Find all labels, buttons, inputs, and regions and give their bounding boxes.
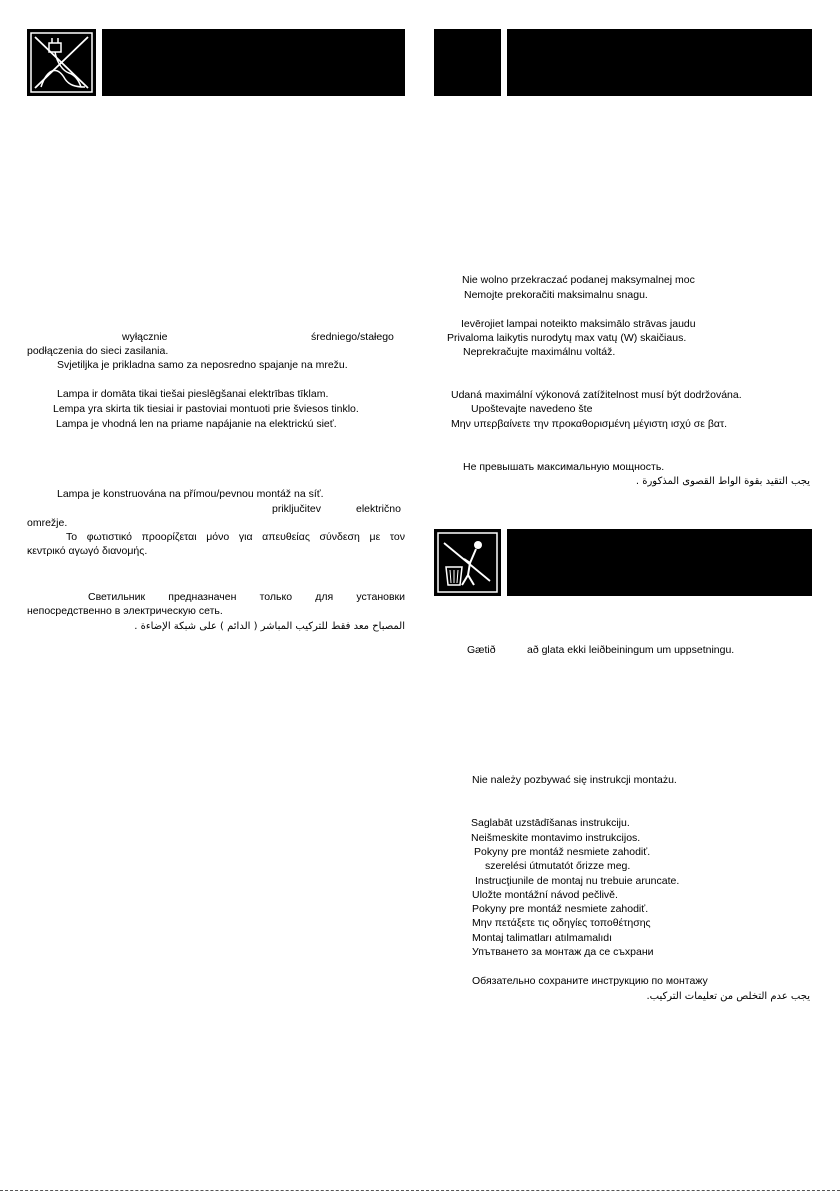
instr-is-text-word-2: að glata ekki leiðbeiningum um uppsetningu. bbox=[527, 644, 735, 656]
power-hr-text: Nemojte prekoračiti maksimalnu snagu. bbox=[464, 289, 648, 301]
sl-text-line-2: omrežje. bbox=[27, 517, 68, 529]
lv-text: Lampa ir domāta tikai tiešai pieslēgšanai elektrības tīklam. bbox=[57, 388, 329, 400]
instr-hu-text: szerelési útmutatót őrizze meg. bbox=[485, 860, 631, 872]
instr-is-text-word-1: Gætið bbox=[467, 644, 496, 656]
right-header-small-box bbox=[434, 29, 501, 96]
pl-text-line-2: podłączenia do sieci zasilania. bbox=[27, 345, 169, 357]
sl-text-word-1: priključitev bbox=[272, 503, 322, 515]
right-lower-header-bar bbox=[507, 529, 812, 596]
el-text-line-2: κεντρικό αγωγό διανομής. bbox=[27, 545, 148, 557]
instr-lt-text: Neišmeskite montavimo instrukcijos. bbox=[471, 832, 641, 844]
power-sk-text: Neprekračujte maximálnu voltáž. bbox=[463, 346, 616, 358]
instr-tr-text: Montaj talimatları atılmamalıdı bbox=[472, 932, 613, 944]
sl-text-word-2: električno bbox=[356, 503, 401, 515]
instr-ru-text: Обязательно сохраните инструкцию по монтажу bbox=[472, 975, 708, 987]
power-pl-text: Nie wolno przekraczać podanej maksymalnej moc bbox=[462, 274, 695, 286]
power-lv-text: Ievērojiet lampai noteikto maksimālo strāvas jaudu bbox=[461, 318, 696, 330]
el-text-line-1: Το φωτιστικό προορίζεται μόνο για απευθείας σύνδεση με τον bbox=[66, 531, 405, 543]
instr-el-text: Μην πετάξετε τις οδηγίες τοποθέτησης bbox=[472, 917, 651, 929]
crossed-out-disposal-icon bbox=[434, 529, 501, 596]
right-lower-icon-box bbox=[434, 529, 501, 596]
instr-ar-text: يجب عدم التخلص من تعليمات التركيب. bbox=[646, 991, 810, 1002]
hr-text: Svjetilјka je prikladna samo za neposredno spajanje na mrežu. bbox=[57, 359, 348, 371]
cs-text: Lampa je konstruována na přímou/pevnou montáž na síť. bbox=[57, 488, 324, 500]
instr-bg-text: Упътването за монтаж да се съхрани bbox=[472, 946, 654, 958]
power-lt-text: Privaloma laikytis nurodytų max vatų (W) skaičiaus. bbox=[447, 332, 687, 344]
lt-text: Lempa yra skirta tik tiesiai ir pastoviai montuoti prie šviesos tinklo. bbox=[53, 403, 359, 415]
ru-text-line-1: Светильник предназначен только для установки bbox=[88, 591, 405, 603]
ru-text-line-2: непосредственно в электрическую сеть. bbox=[27, 605, 223, 617]
left-header-icon-box bbox=[27, 29, 96, 96]
right-header-bar bbox=[507, 29, 812, 96]
power-sl-text: Upoštevajte navedeno šte bbox=[471, 403, 593, 415]
power-ar-text: يجب التقيد بقوة الواط القصوى المذكورة . bbox=[635, 476, 810, 487]
instr-ro-text: Instrucţiunile de montaj nu trebuie aruncate. bbox=[475, 875, 680, 887]
instr-lv-text: Saglabāt uzstādīšanas instrukciju. bbox=[471, 817, 630, 829]
pl-text-word-2: średniego/stałego bbox=[311, 331, 394, 343]
instr-pl-text: Nie należy pozbywać się instrukcji montażu. bbox=[472, 774, 677, 786]
ar-text: المصباح معد فقط للتركيب المباشر ( الدائم ) على شبكة الإضاءة . bbox=[134, 621, 405, 632]
left-header-bar bbox=[102, 29, 405, 96]
instr-cs-text: Uložte montážní návod pečlivě. bbox=[472, 889, 618, 901]
crossed-out-plug-icon bbox=[27, 29, 96, 96]
instr-sk2-text: Pokyny pre montáž nesmiete zahodiť. bbox=[472, 903, 649, 915]
power-el-text: Μην υπερβαίνετε την προκαθορισμένη μέγιστη ισχύ σε βατ. bbox=[451, 418, 728, 430]
power-ru-text: Не превышать максимальную мощность. bbox=[463, 461, 665, 473]
pl-text-word-1: wyłącznie bbox=[122, 331, 168, 343]
page-bottom-edge bbox=[0, 1189, 840, 1191]
sk-text: Lampa je vhodná len na priame napájanie na elektrickú sieť. bbox=[56, 418, 337, 430]
power-cs-text: Udaná maximální výkonová zatížitelnost musí být dodržována. bbox=[451, 389, 742, 401]
instr-sk-text: Pokyny pre montáž nesmiete zahodiť. bbox=[474, 846, 651, 858]
